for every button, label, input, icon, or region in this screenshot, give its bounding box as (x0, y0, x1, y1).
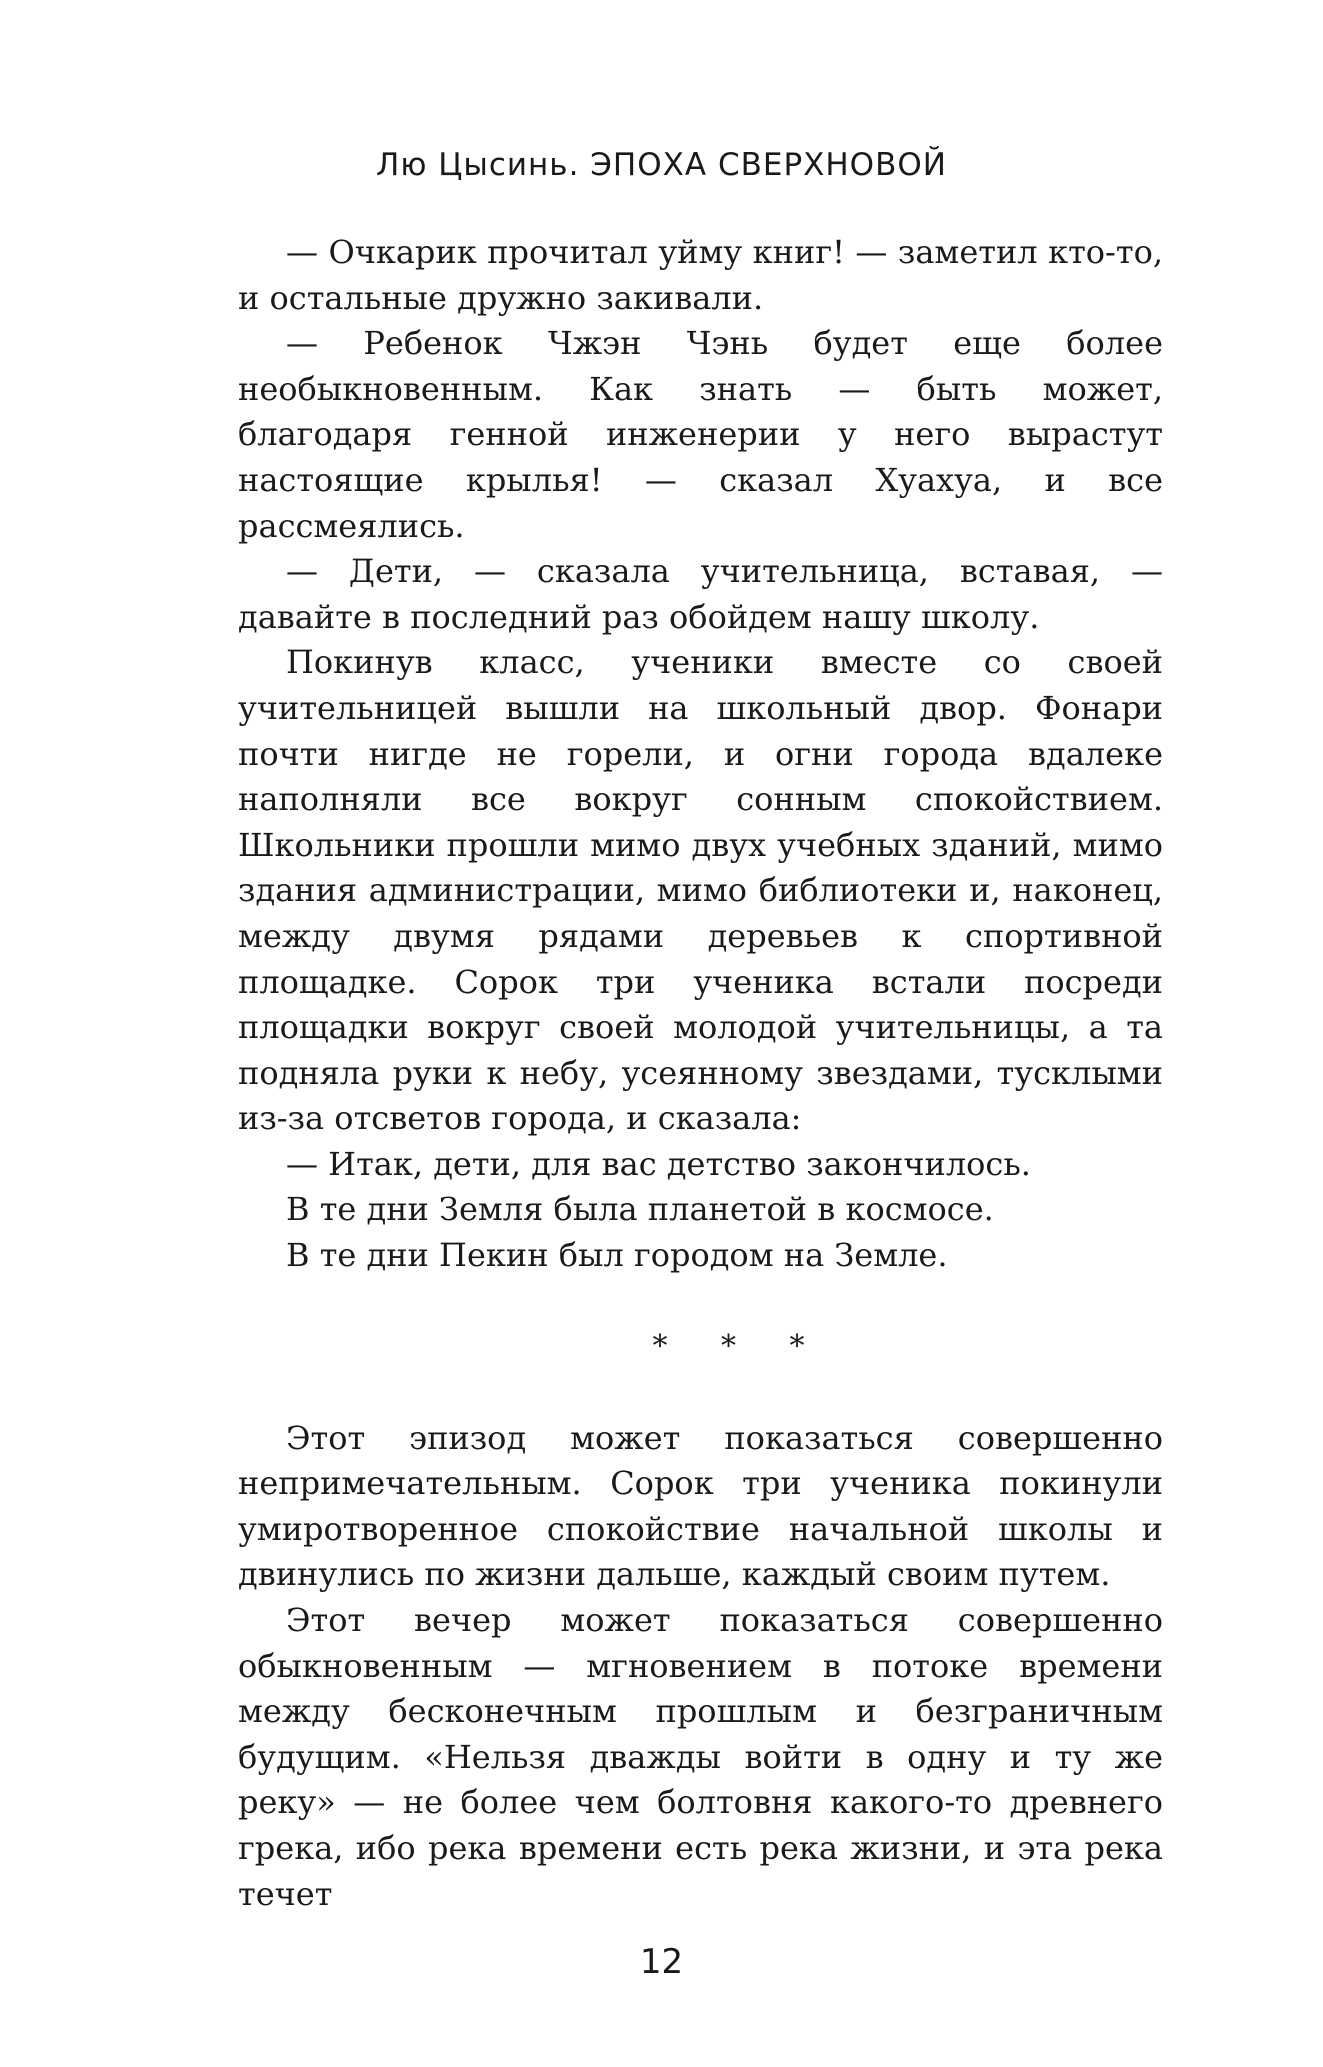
paragraph: В те дни Земля была планетой в космосе. (286, 1190, 994, 1229)
paragraph: Этот эпизод может показаться совершенно непримечательным. Сорок три ученика покинули умиротворенное спокойствие начальной школы и двинулись по жизни дальше, каждый своим путем. (238, 1418, 1163, 1594)
paragraph: — Ребенок Чжэн Чэнь будет еще более необыкновенным. Как знать — быть может, благодаря генной инженерии у него вырастут настоящие крылья! — сказал Хуахуа, и все рассмеялись. (238, 324, 1163, 545)
page-number: 12 (639, 1942, 684, 1982)
paragraph: Покинув класс, ученики вместе со своей учительницей вышли на школьный двор. Фонари почти нигде не горели, и огни города вдалеке наполняли все вокруг сонным спокойствием. Школьники прошли мимо двух учебных зданий, мимо здания администрации, мимо библиотеки и, наконец, между двумя рядами деревьев к спортивной площадке. Сорок три ученика встали посреди площадки вокруг своей молодой учительницы, а та подняла руки к небу, усеянному звездами, тусклыми из-за отсветов города, и сказала: (238, 643, 1163, 1138)
page-body (238, 230, 1163, 1917)
paragraph: — Итак, дети, для вас детство закончилось. (286, 1144, 1031, 1183)
running-header: Лю Цысинь. ЭПОХА СВЕРХНОВОЙ (376, 147, 947, 183)
section-separator: * * * (652, 1329, 827, 1365)
paragraph: — Очкарик прочитал уйму книг! — заметил кто-то, и остальные дружно закивали. (238, 233, 1163, 317)
paragraph: В те дни Пекин был городом на Земле. (286, 1236, 948, 1275)
paragraph: — Дети, — сказала учительница, вставая, — давайте в последний раз обойдем нашу школу. (238, 552, 1163, 636)
paragraph: Этот вечер может показаться совершенно обыкновенным — мгновением в потоке времени между бесконечным прошлым и безграничным будущим. «Нельзя дважды войти в одну и ту же реку» — не более чем болтовня какого-то древнего грека, ибо река времени есть река жизни, и эта река течет (238, 1601, 1163, 1913)
